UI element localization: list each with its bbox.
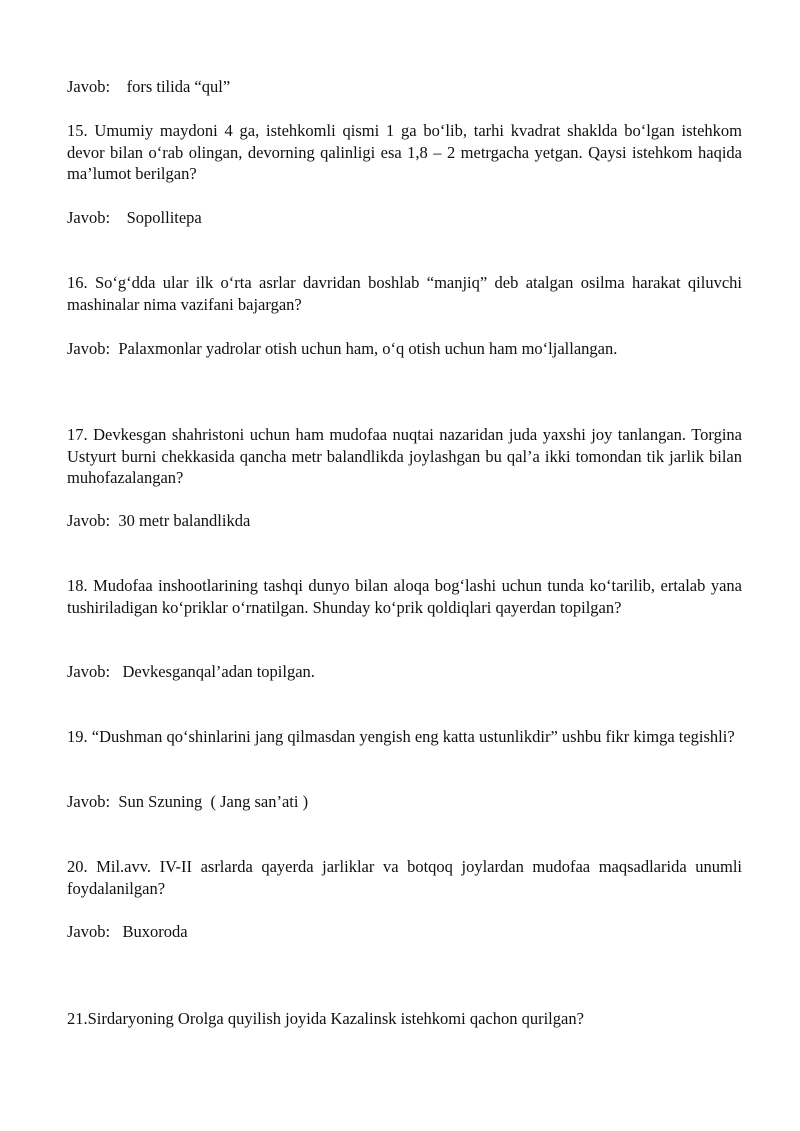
qa-item-16 (67, 272, 742, 315)
question-text: 16. So‘g‘dda ular ilk o‘rta asrlar davridan boshlab “manjiq” deb atalgan osilma harakat qiluvchi mashinalar nima vazifani bajargan? (67, 273, 742, 314)
answer-block-19 (67, 791, 742, 813)
answer-block-16 (67, 338, 742, 360)
answer-text: Sopollitepa (126, 208, 202, 227)
qa-item-18 (67, 575, 742, 618)
answer-label: Javob: (67, 339, 111, 358)
question-text: 18. Mudofaa inshootlarining tashqi dunyo bilan aloqa bog‘lashi uchun tunda ko‘tarilib, ertalab yana tushiriladigan ko‘priklar o‘rnatilgan. Shunday ko‘prik qoldiqlari qayerdan topilgan? (67, 576, 742, 617)
answer-block-15 (67, 207, 742, 229)
answer-block-18 (67, 661, 742, 683)
question-text: 17. Devkesgan shahristoni uchun ham mudofaa nuqtai nazaridan juda yaxshi joy tanlangan. Torgina Ustyurt burni chekkasida qancha metr balandlikda joylashgan bu qal’a ikki tomondan tik jarlik bilan muhofazalangan? (67, 425, 742, 487)
question-text: 20. Mil.avv. IV-II asrlarda qayerda jarliklar va botqoq joylardan mudofaa maqsadlarida unumli foydalanilgan? (67, 857, 742, 898)
answer-text: 30 metr balandlikda (118, 511, 251, 530)
answer-line (67, 338, 742, 360)
qa-item-15 (67, 120, 742, 185)
answer-label: Javob: (67, 792, 111, 811)
question-text: 21.Sirdaryoning Orolga quyilish joyida Kazalinsk istehkomi qachon qurilgan? (67, 1009, 584, 1028)
answer-text: Buxoroda (122, 922, 188, 941)
answer-text: fors tilida “qul” (126, 77, 231, 96)
answer-block-17 (67, 510, 742, 532)
answer-line (67, 791, 742, 813)
qa-item-19 (67, 726, 742, 748)
question-text: 19. “Dushman qo‘shinlarini jang qilmasdan yengish eng katta ustunlikdir” ushbu fikr kimga tegishli? (67, 727, 735, 746)
answer-block-20 (67, 921, 742, 943)
answer-text: Devkesganqal’adan topilgan. (122, 662, 315, 681)
answer-label: Javob: (67, 511, 111, 530)
question-text: 15. Umumiy maydoni 4 ga, istehkomli qismi 1 ga bo‘lib, tarhi kvadrat shaklda bo‘lgan istehkom devor bilan o‘rab olingan, devorning qalinligi esa 1,8 – 2 metrgacha yetgan. Qaysi istehkom haqida ma’lumot berilgan? (67, 121, 742, 183)
qa-item-17 (67, 424, 742, 489)
answer-line (67, 207, 742, 229)
qa-item-21 (67, 1008, 742, 1030)
answer-line (67, 510, 742, 532)
answer-label: Javob: (67, 662, 111, 681)
answer-line (67, 921, 742, 943)
answer-line (67, 661, 742, 683)
answer-label: Javob: (67, 77, 111, 96)
answer-label: Javob: (67, 208, 111, 227)
answer-label: Javob: (67, 922, 111, 941)
qa-item-14 (67, 76, 742, 98)
answer-line (67, 76, 742, 98)
qa-item-20 (67, 856, 742, 899)
answer-text: Palaxmonlar yadrolar otish uchun ham, o‘q otish uchun ham mo‘ljallangan. (118, 339, 618, 358)
answer-text: Sun Szuning ( Jang san’ati ) (118, 792, 309, 811)
